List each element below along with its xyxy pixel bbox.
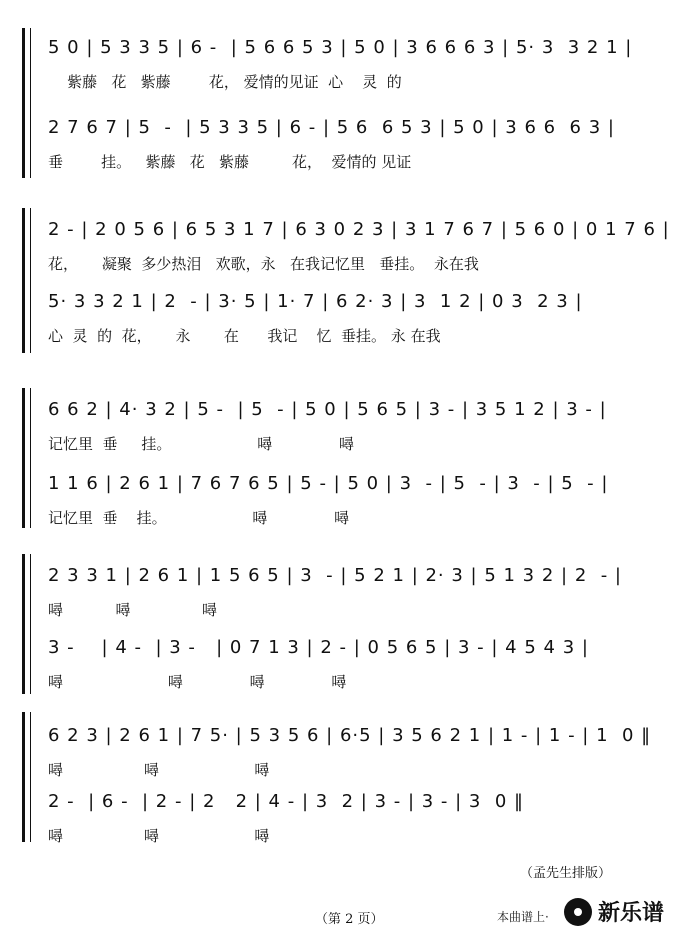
staff-row: [48, 470, 663, 540]
score-system-3: [0, 380, 687, 540]
system-brace: [22, 208, 25, 353]
system-brace: [22, 28, 25, 178]
staff-row: [48, 722, 663, 792]
lyric-line: 记忆里 垂 挂。 噚 噚: [48, 435, 354, 453]
staff-row: [48, 114, 663, 184]
lyric-line: 花， 凝聚 多少热泪 欢歌，永 在我记忆里 垂挂。 永在我: [48, 255, 479, 273]
lyric-line: 心 灵 的 花， 永 在 我记 忆 垂挂。 永 在我: [48, 327, 441, 345]
notation-line: 6 2 3 | 2 6 1 | 7 5· | 5 3 5 6 | 6·5 | 3 5 6 2 1 | 1 - | 1 - | 1 0 ‖: [48, 725, 652, 746]
system-brace: [22, 712, 25, 842]
score-system-4: [0, 548, 687, 698]
lyric-line: 噚 噚 噚: [48, 601, 217, 619]
notation-line: 5· 3 3 2 1 | 2 - | 3· 5 | 1· 7 | 6 2· 3 | 3 1 2 | 0 3 2 3 |: [48, 291, 583, 312]
system-brace: [22, 554, 25, 694]
site-logo[interactable]: [558, 894, 687, 932]
arranger-credit: （孟先生排版）: [520, 866, 612, 881]
page-number: （第 2 页）: [315, 912, 384, 927]
staff-row: [48, 562, 663, 632]
lyric-line: 噚 噚 噚: [48, 827, 270, 845]
staff-row: [48, 396, 663, 466]
notation-line: 2 - | 2 0 5 6 | 6 5 3 1 7 | 6 3 0 2 3 | 3 1 7 6 7 | 5 6 0 | 0 1 7 6 |: [48, 219, 670, 240]
notation-line: 2 3 3 1 | 2 6 1 | 1 5 6 5 | 3 - | 5 2 1 | 2· 3 | 5 1 3 2 | 2 - |: [48, 565, 622, 586]
lyric-line: 垂 挂。 紫藤 花 紫藤 花， 爱情的 见证: [48, 153, 412, 171]
lyric-line: 噚 噚 噚 噚: [48, 673, 347, 691]
lyric-line: 记忆里 垂 挂。 噚 噚: [48, 509, 350, 527]
record-disc-icon: [564, 898, 592, 926]
system-brace: [22, 388, 25, 528]
notation-line: 2 7 6 7 | 5 - | 5 3 3 5 | 6 - | 5 6 6 5 3 | 5 0 | 3 6 6 6 3 |: [48, 117, 615, 138]
score-system-5: [0, 708, 687, 848]
staff-row: [48, 288, 663, 358]
notation-line: 2 - | 6 - | 2 - | 2 2 | 4 - | 3 2 | 3 - | 3 - | 3 0 ‖: [48, 791, 525, 812]
notation-line: 3 - | 4 - | 3 - | 0 7 1 3 | 2 - | 0 5 6 5 | 3 - | 4 5 4 3 |: [48, 637, 589, 658]
notation-line: 1 1 6 | 2 6 1 | 7 6 7 6 5 | 5 - | 5 0 | 3 - | 5 - | 3 - | 5 - |: [48, 473, 609, 494]
staff-row: [48, 216, 670, 286]
notation-line: 5 0 | 5 3 3 5 | 6 - | 5 6 6 5 3 | 5 0 | 3 6 6 6 3 | 5· 3 3 2 1 |: [48, 37, 633, 58]
footer-note: 本曲谱上·: [497, 910, 549, 924]
staff-row: [48, 788, 663, 858]
score-system-2: [0, 200, 687, 360]
staff-row: [48, 34, 663, 104]
lyric-line: 紫藤 花 紫藤 花， 爱情的见证 心 灵 的: [48, 73, 402, 91]
logo-text: 新乐谱: [598, 901, 665, 926]
staff-row: [48, 634, 663, 704]
lyric-line: 噚 噚 噚: [48, 761, 270, 779]
score-system-1: [0, 18, 687, 188]
notation-line: 6 6 2 | 4· 3 2 | 5 - | 5 - | 5 0 | 5 6 5 | 3 - | 3 5 1 2 | 3 - |: [48, 399, 607, 420]
